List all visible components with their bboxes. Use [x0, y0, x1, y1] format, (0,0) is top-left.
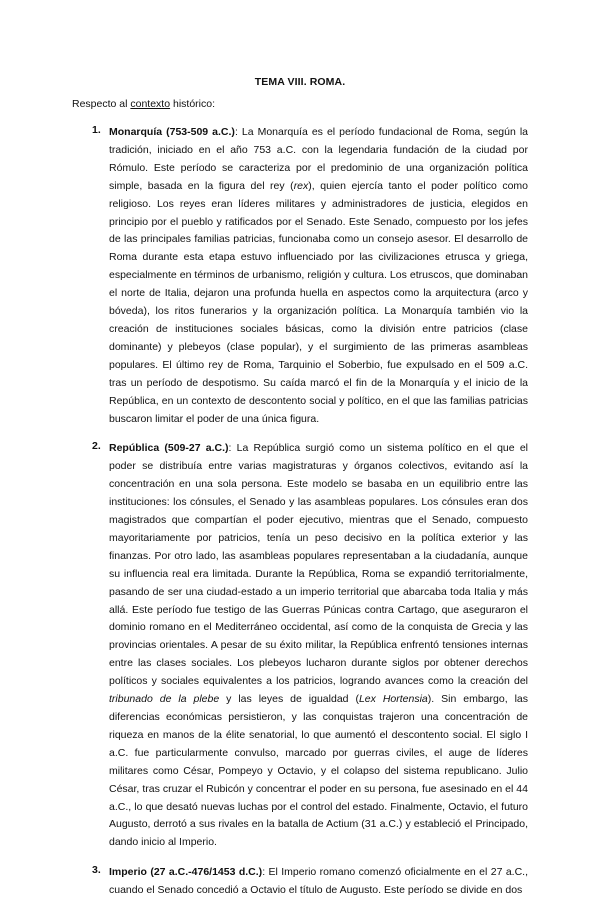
list-item-body — [109, 440, 528, 852]
item-text: y las leyes de igualdad ( — [219, 693, 359, 706]
item-heading: Imperio (27 a.C.-476/1453 d.C.) — [109, 866, 263, 879]
intro-after: histórico: — [170, 98, 216, 110]
item-text: ). Sin embargo, las diferencias económicas persistieron, y las conquistas trajeron una concentración de riqueza en manos de la élite senatorial, lo que aumentó el descontento social. El siglo I a.C. fue particularmente convulso, marcado por guerras civiles, el auge de líderes militares como César, Pompeyo y Octavio, y el colapso del sistema republicano. Julio César, tras cruzar el Rubicón y concentrar el poder en su persona, fue asesinado en el 44 a.C., lo que desató nuevas luchas por el control del estado. Finalmente, Octavio, el futuro Augusto, derrotó a sus rivales en la batalla de Actium (31 a.C.) y estableció el Principado, dando inicio al Imperio. — [109, 693, 528, 849]
list-item-republica — [72, 440, 528, 852]
list-item-monarquia — [72, 124, 528, 428]
item-text: ), quien ejercía tanto el poder político como religioso. Los reyes eran líderes militares y administradores de justicia, elegidos en principio por el pueblo y ratificados por el Senado. Este Senado, compuesto por los jefes de las principales familias patricias, funcionaba como un consejo asesor. El desarrollo de Roma durante esta etapa estuvo influenciado por las civilizaciones etrusca y griega, especialmente en términos de urbanismo, religión y cultura. Los etruscos, que dominaban el norte de Italia, dejaron una profunda huella en aspectos como la arquitectura (arco y bóveda), los ritos funerarios y la organización política. La Monarquía también vio la creación de instituciones sociales básicas, como la división entre patricios (clase dominante) y plebeyos (clase popular), y el surgimiento de las primeras asambleas populares. El último rey de Roma, Tarquinio el Soberbio, fue expulsado en el 509 a.C. tras un período de despotismo. Su caída marcó el fin de la Monarquía y el inicio de la República, en un contexto de descontento social y político, en el que las familias patricias buscaron limitar el poder de una única figura. — [109, 179, 528, 425]
intro-line — [72, 98, 215, 110]
item-text: : El Imperio romano comenzó oficialmente en el 27 a.C., cuando el Senado concedió a Octavio el título de Augusto. Este período se divide en dos — [109, 866, 528, 897]
intro-before: Respecto al — [72, 98, 131, 110]
item-heading: República (509-27 a.C.) — [109, 442, 229, 455]
list-number: 1. — [92, 124, 101, 136]
list-number: 2. — [92, 440, 101, 453]
item-heading: Monarquía (753-509 a.C.) — [109, 126, 235, 138]
intro-underlined: contexto — [130, 98, 171, 110]
item-italic-term: rex — [293, 179, 309, 192]
document-title: TEMA VIII. ROMA. — [254, 76, 346, 88]
item-italic-term: Lex Hortensia — [358, 693, 428, 706]
list-number: 3. — [92, 864, 101, 877]
item-text: : La República surgió como un sistema político en el que el poder se distribuía entre varias magistraturas y órganos colectivos, evitando así la concentración en una sola persona. Este modelo se basaba en un equilibrio entre las instituciones: los cónsules, el Senado y las asambleas populares. Los cónsules eran dos magistrados que compartían el poder ejecutivo, mientras que el Senado, compuesto mayoritariamente por patricios, tenía un peso decisivo en la política exterior y las finanzas. Por otro lado, las asambleas populares representaban a la ciudadanía, aunque su influencia real era limitada. Durante la República, Roma se expandió territorialmente, pasando de ser una ciudad-estado a un imperio territorial que abarcaba toda Italia y más allá. Este período fue testigo de las Guerras Púnicas contra Cartago, que aseguraron el dominio romano en el Mediterráneo occidental, así como de la conquista de Grecia y las provincias orientales. A pesar de su éxito militar, la República enfrentó tensiones internas entre las clases sociales. Los plebeyos lucharon durante siglos por obtener derechos políticos y sociales equivalentes a los patricios, logrando avances como la creación del — [109, 442, 528, 688]
list-item-body — [109, 124, 528, 428]
item-text: : La Monarquía es el período fundacional de Roma, según la tradición, iniciado en el año 753 a.C. con la legendaria fundación de la ciudad por Rómulo. Este período se caracteriza por el predominio de una organización política simple, basada en la figura del rey ( — [109, 126, 529, 192]
list-item-imperio — [72, 864, 528, 900]
section-list — [72, 124, 528, 912]
list-item-body — [109, 864, 528, 900]
item-italic-term: tribunado de la plebe — [109, 693, 220, 706]
